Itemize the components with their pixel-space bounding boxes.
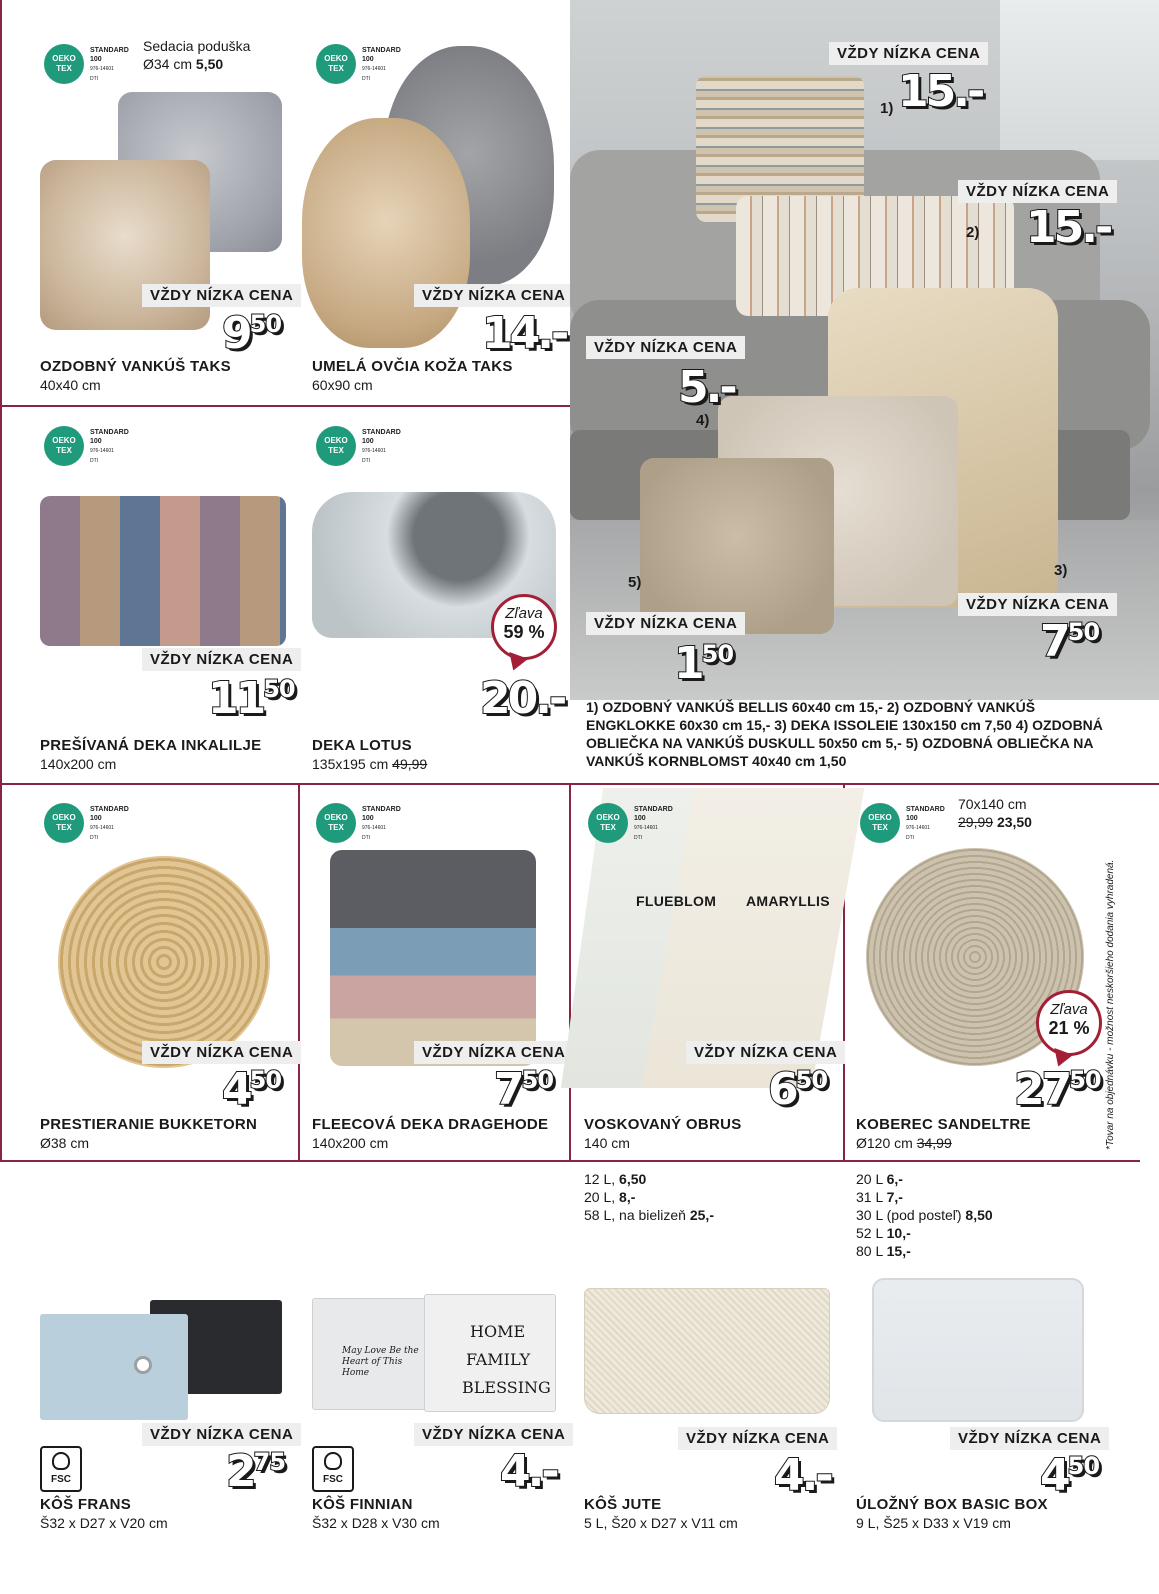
product-name: FLEECOVÁ DEKA DRAGEHODE bbox=[312, 1116, 549, 1133]
product-name: VOSKOVANÝ OBRUS bbox=[584, 1116, 742, 1133]
low-price-label: VŽDY NÍZKA CENA bbox=[678, 1427, 837, 1450]
price-tag: 15.- bbox=[898, 66, 983, 117]
window-light bbox=[1000, 0, 1159, 160]
oeko-tex-logo: OEKO TEX bbox=[588, 803, 628, 843]
low-price-label: VŽDY NÍZKA CENA bbox=[142, 1423, 301, 1446]
low-price-label: VŽDY NÍZKA CENA bbox=[414, 1041, 573, 1064]
product-name: PRESTIERANIE BUKKETORN bbox=[40, 1116, 258, 1133]
plastic-box-image bbox=[872, 1278, 1084, 1422]
price-tag: 15.- bbox=[1026, 202, 1111, 253]
low-price-label: VŽDY NÍZKA CENA bbox=[142, 284, 301, 307]
price-tag: 450 bbox=[1040, 1450, 1100, 1501]
oeko-tex-badge: OEKO TEX STANDARD 100 976-14601 DTI bbox=[316, 44, 428, 96]
variant-label: FLUEBLOM bbox=[636, 893, 717, 909]
fsc-logo-icon: FSC bbox=[312, 1446, 354, 1492]
oeko-tex-badge: OEKO TEX STANDARD 100 976-14601 DTI bbox=[588, 803, 700, 855]
low-price-label: VŽDY NÍZKA CENA bbox=[958, 180, 1117, 203]
product-name: OZDOBNÝ VANKÚŠ TAKS bbox=[40, 358, 231, 375]
product-desc: 135x195 cm 49,99 bbox=[312, 756, 428, 772]
product-name: KÔŠ FRANS bbox=[40, 1496, 132, 1513]
oeko-tex-logo: OEKO TEX bbox=[860, 803, 900, 843]
product-name: ÚLOŽNÝ BOX BASIC BOX bbox=[856, 1496, 1048, 1513]
oeko-tex-logo: OEKO TEX bbox=[316, 44, 356, 84]
low-price-label: VŽDY NÍZKA CENA bbox=[950, 1427, 1109, 1450]
size-list bbox=[584, 1170, 714, 1224]
product-desc: 140x200 cm bbox=[312, 1135, 389, 1151]
oeko-tex-logo: OEKO TEX bbox=[316, 803, 356, 843]
low-price-label: VŽDY NÍZKA CENA bbox=[414, 284, 573, 307]
old-price: 49,99 bbox=[392, 756, 428, 772]
divider bbox=[0, 405, 570, 407]
extra-line-price: 29,99 23,50 bbox=[958, 814, 1032, 830]
size-row: 31 L 7,- bbox=[856, 1189, 903, 1205]
low-price-label: VŽDY NÍZKA CENA bbox=[686, 1041, 845, 1064]
woven-basket-image bbox=[584, 1288, 830, 1414]
oeko-tex-logo: OEKO TEX bbox=[44, 426, 84, 466]
price-tag: 275 bbox=[226, 1446, 286, 1497]
set-description: 1) OZDOBNÝ VANKÚŠ BELLIS 60x40 cm 15,- 2) OZDOBNÝ VANKÚŠ ENGKLOKKE 60x30 cm 15,- 3) DEKA ISSOLEIE 130x150 cm 7,50 4) OZDOBNÁ OBLIEČKA NA VANKÚŠ DUSKULL 50x50 cm 5,- 5) OZDOBNÁ OBLIEČKA NA VANKÚŠ KORNBLOMST 40x40 cm 1,50 bbox=[586, 699, 1103, 769]
low-price-label: VŽDY NÍZKA CENA bbox=[142, 648, 301, 671]
marker: 5) bbox=[628, 574, 642, 591]
product-desc: 60x90 cm bbox=[312, 377, 373, 393]
price-tag: 5.- bbox=[678, 362, 735, 413]
size-row: 80 L 15,- bbox=[856, 1243, 911, 1259]
size-row: 20 L 6,- bbox=[856, 1171, 903, 1187]
product-desc: 5 L, Š20 x D27 x V11 cm bbox=[584, 1515, 738, 1531]
beige-sheepskin-image bbox=[302, 118, 470, 348]
price-tag: 750 bbox=[1040, 616, 1100, 667]
oeko-tex-badge: OEKO TEX STANDARD 100 976-14601 DTI bbox=[316, 426, 428, 478]
oeko-tex-logo: OEKO TEX bbox=[316, 426, 356, 466]
price-tag: 20.- bbox=[480, 673, 565, 724]
product-desc: 140x200 cm bbox=[40, 756, 117, 772]
size-row: 52 L 10,- bbox=[856, 1225, 911, 1241]
product-name: KÔŠ FINNIAN bbox=[312, 1496, 413, 1513]
fleece-blanket-stack-image bbox=[330, 850, 536, 1066]
marker: 2) bbox=[966, 224, 980, 241]
size-row: 30 L (pod posteľ) 8,50 bbox=[856, 1207, 993, 1223]
discount-badge: Zľava 59 % bbox=[491, 594, 557, 660]
product-desc: 9 L, Š25 x D33 x V19 cm bbox=[856, 1515, 1011, 1531]
price-tag: 450 bbox=[222, 1064, 282, 1115]
price-tag: 150 bbox=[674, 638, 734, 689]
marker: 1) bbox=[880, 100, 894, 117]
waffle-pillow-image bbox=[640, 458, 834, 634]
old-price: 34,99 bbox=[916, 1135, 952, 1151]
size-row: 58 L, na bielizeň 25,- bbox=[584, 1207, 714, 1223]
product-name: KOBEREC SANDELTRE bbox=[856, 1116, 1031, 1133]
low-price-label: VŽDY NÍZKA CENA bbox=[586, 336, 745, 359]
divider bbox=[0, 0, 2, 1160]
low-price-label: VŽDY NÍZKA CENA bbox=[586, 612, 745, 635]
marker: 4) bbox=[696, 412, 710, 429]
product-name: KÔŠ JUTE bbox=[584, 1496, 662, 1513]
variant-label: AMARYLLIS bbox=[746, 893, 830, 909]
product-name: UMELÁ OVČIA KOŽA TAKS bbox=[312, 358, 513, 375]
price-tag: 4.- bbox=[500, 1446, 557, 1497]
price-tag: 2750 bbox=[1014, 1064, 1101, 1115]
price-tag: 1150 bbox=[208, 673, 295, 724]
price-tag: 750 bbox=[494, 1064, 554, 1115]
price-tag: 950 bbox=[222, 308, 282, 359]
oeko-tex-badge: OEKO TEX STANDARD 100 976-14601 DTI bbox=[860, 803, 972, 855]
marker: 3) bbox=[1054, 562, 1068, 579]
oeko-tex-badge: OEKO TEX STANDARD 100 976-14601 DTI bbox=[44, 426, 156, 478]
product-name: PREŠÍVANÁ DEKA INKALILJE bbox=[40, 737, 262, 754]
basket-handle-icon bbox=[134, 1356, 152, 1374]
divider bbox=[569, 783, 571, 1160]
size-list bbox=[856, 1170, 993, 1260]
extra-line: Sedacia poduška bbox=[143, 38, 251, 54]
low-price-label: VŽDY NÍZKA CENA bbox=[829, 42, 988, 65]
price-tag: 650 bbox=[768, 1064, 828, 1115]
oeko-tex-badge: OEKO TEX STANDARD 100 976-14601 DTI bbox=[44, 803, 156, 855]
oeko-tex-badge: OEKO TEX STANDARD 100 976-14601 DTI bbox=[44, 44, 156, 96]
side-note: *Tovar na objednávku - možnost neskoršieho dodania vyhradená. bbox=[1105, 859, 1116, 1150]
size-row: 12 L, 6,50 bbox=[584, 1171, 647, 1187]
price-tag: 14.- bbox=[482, 308, 567, 359]
divider bbox=[298, 783, 300, 1160]
blue-basket-image bbox=[40, 1314, 188, 1420]
product-name: DEKA LOTUS bbox=[312, 737, 412, 754]
basket-print-text: BLESSING bbox=[462, 1378, 551, 1397]
extra-line: 70x140 cm bbox=[958, 796, 1027, 812]
quilt-blanket-image bbox=[40, 496, 286, 646]
low-price-label: VŽDY NÍZKA CENA bbox=[142, 1041, 301, 1064]
fsc-logo-icon: FSC bbox=[40, 1446, 82, 1492]
divider bbox=[0, 783, 1159, 785]
product-desc: Š32 x D27 x V20 cm bbox=[40, 1515, 168, 1531]
size-row: 20 L, 8,- bbox=[584, 1189, 636, 1205]
low-price-label: VŽDY NÍZKA CENA bbox=[414, 1423, 573, 1446]
oeko-tex-logo: OEKO TEX bbox=[44, 803, 84, 843]
basket-print-text: FAMILY bbox=[466, 1350, 531, 1369]
low-price-label: VŽDY NÍZKA CENA bbox=[958, 593, 1117, 616]
oeko-tex-badge: OEKO TEX STANDARD 100 976-14601 DTI bbox=[316, 803, 428, 855]
product-desc: Ø38 cm bbox=[40, 1135, 90, 1151]
extra-line-price: Ø34 cm 5,50 bbox=[143, 56, 224, 72]
price-tag: 4.- bbox=[774, 1450, 831, 1501]
discount-badge: Zľava 21 % bbox=[1036, 990, 1102, 1056]
jute-placemat-image bbox=[58, 856, 270, 1068]
oeko-tex-logo: OEKO TEX bbox=[44, 44, 84, 84]
product-desc: 40x40 cm bbox=[40, 377, 101, 393]
basket-print-text: HOME bbox=[470, 1322, 526, 1341]
product-desc: 140 cm bbox=[584, 1135, 630, 1151]
product-desc: Š32 x D28 x V30 cm bbox=[312, 1515, 440, 1531]
divider bbox=[0, 1160, 1140, 1162]
basket-print-text: May Love Be the Heart of This Home bbox=[342, 1346, 419, 1378]
product-desc: Ø120 cm 34,99 bbox=[856, 1135, 952, 1151]
